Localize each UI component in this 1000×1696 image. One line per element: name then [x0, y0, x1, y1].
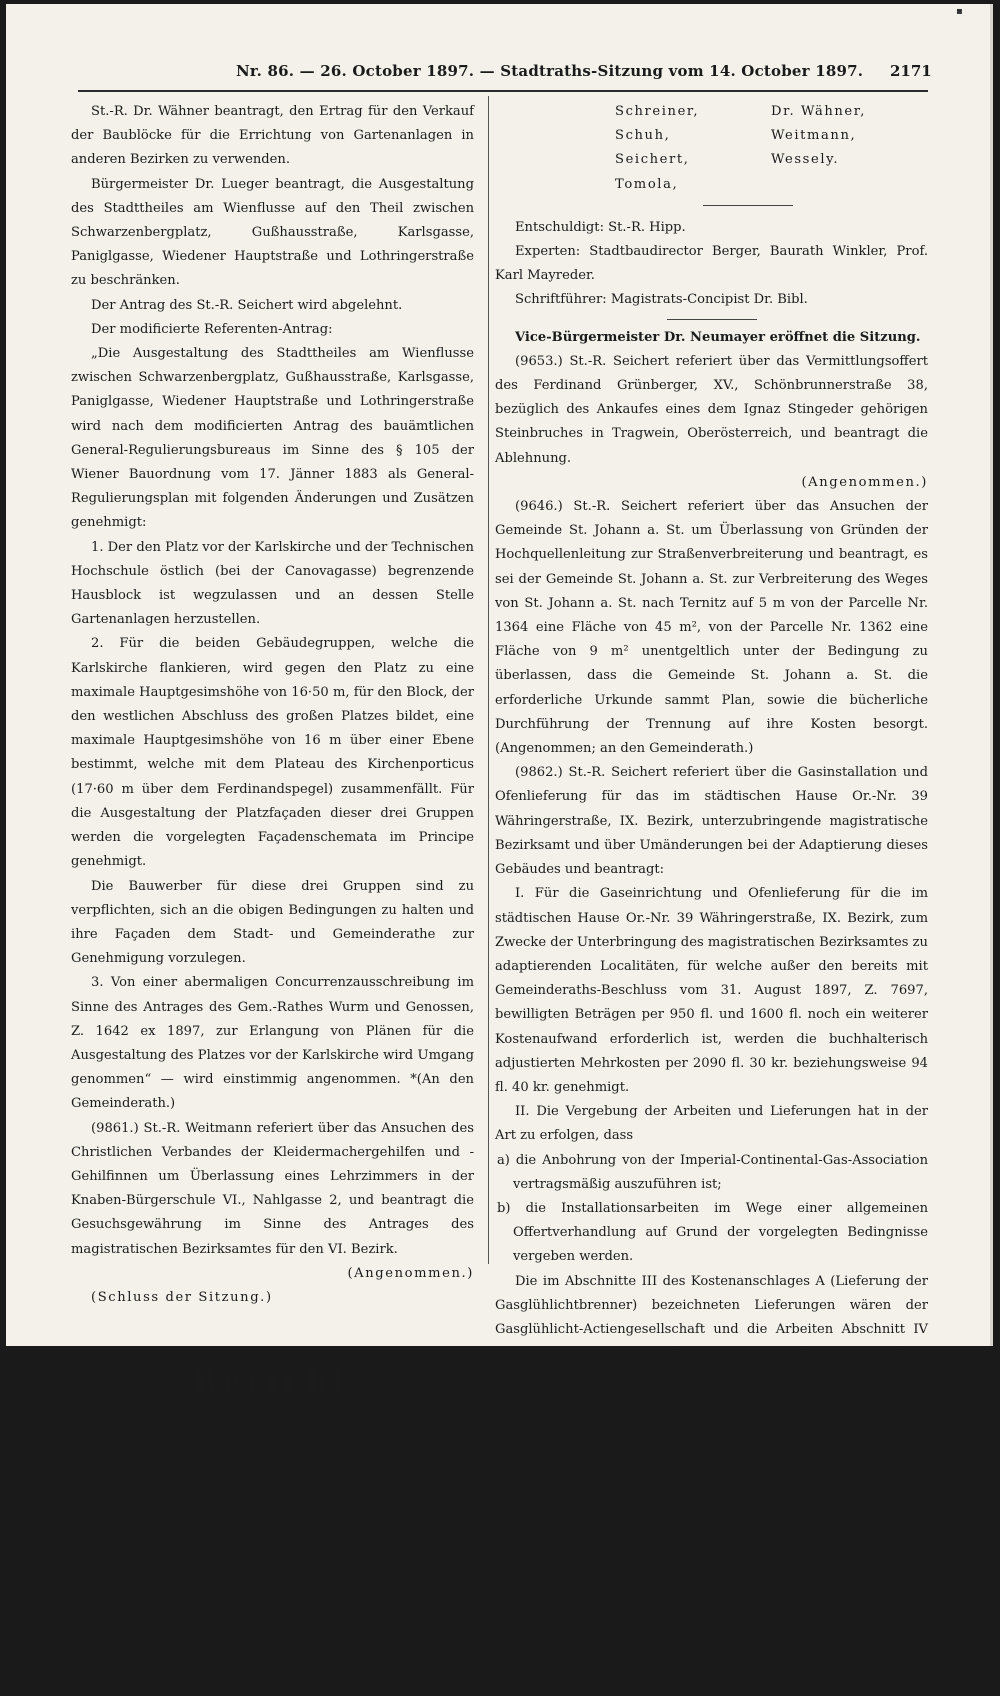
- paragraph: St.-R. Dr. Wähner beantragt, den Ertrag für den Verkauf der Baublöcke für die Errichtung von Gartenanlagen in anderen Bezirken zu verwenden.: [71, 104, 474, 168]
- present-name: Purscht,: [313, 1603, 382, 1619]
- left-column: [63, 100, 474, 1696]
- presiding-label: Vorsitzende:: [71, 1434, 154, 1450]
- agenda-subitem: I. Für die Gaseinrichtung und Ofenlieferung für die im städtischen Hause Or.-Nr. 39 Währingerstraße, IX. Bezirk, zum Zwecke der Unterbringung des magistratischen Bezirksamtes zu adaptierenden Localitäten, für welche außer den bereits mit Gemeinderaths-Beschluss vom 31. August 1897, Z. 7697, bewilligten Beträgen per 950 fl. und 1600 fl. noch ein weiterer Kostenaufwand erforderlich ist, werden die buchhalterisch adjustierten Mehrkosten per 2090 fl. 30 kr. beziehungsweise 94 fl. 40 kr. genehmigt.: [495, 886, 928, 1095]
- page-number: 2171: [890, 62, 932, 80]
- agenda-subitem: II. Die Vergebung der Arbeiten und Lieferungen hat in der Art zu erfolgen, dass: [495, 1104, 928, 1144]
- paragraph: Bürgermeister Dr. Lueger beantragt, die Ausgestaltung des Stadttheiles am Wienflusse auf den Theil zwischen Schwarzenbergplatz, Gußhausstraße, Karlsgasse, Paniglgasse, Wiedener Hauptstraße und Lothringerstraße zu beschränken.: [71, 176, 474, 289]
- presiding-block: [71, 1430, 474, 1503]
- present-name: Schuh,: [615, 128, 671, 144]
- header-rule: [78, 90, 928, 92]
- status-note: (Angenommen.): [801, 474, 928, 490]
- present-name: Büsch,: [153, 1530, 208, 1546]
- present-name: Rißaweg,: [313, 1676, 388, 1692]
- present-block: [71, 1503, 474, 1696]
- present-name: Dr. Krenn,: [313, 1530, 398, 1546]
- present-name: Rauer,: [313, 1627, 366, 1643]
- agenda-subitem: a) die Anbohrung von der Imperial-Continental-Gas-Association vertragsmäßig auszuführen ist;: [497, 1152, 928, 1192]
- present-label: Anwesende:: [71, 1506, 152, 1522]
- paragraph: 3. Von einer abermaligen Concurrenzausschreibung im Sinne des Antrages des Gem.-Rathes Wurm und Genossen, Z. 1642 ex 1897, zur Erlangung von Plänen für die Ausgestaltung des Platzes vor der Karlskirche wird Umgang genommen“ — wird einstimmig angenommen. *(An den Gemeinderath.): [71, 975, 474, 1112]
- agenda-item: (9653.) St.-R. Seichert referiert über das Vermittlungsoffert des Ferdinand Grünberger, XV., Schönbrunnerstraße 38, bezüglich des Ankaufes eines dem Ignaz Stingeder gehörigen Steinbruches in Tragwein, Oberösterreich, und beantragt die Ablehnung.: [495, 353, 928, 466]
- present-name: Hörmann,: [153, 1676, 233, 1692]
- excused-line: Entschuldigt: St.-R. Hipp.: [515, 219, 686, 235]
- paragraph: Der modificierte Referenten-Antrag:: [91, 321, 333, 337]
- presiding-name: Vice-Bürgermeister Josef Strobach.: [153, 1458, 389, 1474]
- newspaper-page: [6, 4, 993, 1692]
- header-title: Nr. 86. — 26. October 1897. — Stadtraths-Sitzung vom 14. October 1897.: [236, 62, 864, 80]
- status-note: (Angenommen.): [347, 1265, 474, 1281]
- present-name: Weitmann,: [771, 128, 857, 144]
- column-divider: [488, 96, 489, 1264]
- paragraph: Die Erhaltung der Auer-Brenner hätte in eigener Regie zu erfolgen.: [495, 1394, 928, 1434]
- corner-mark: ▪: [956, 6, 963, 17]
- present-name: Braun,: [153, 1506, 208, 1522]
- closing-note: (Schluss der Sitzung.): [91, 1289, 273, 1305]
- agenda-item: (9646.) St.-R. Seichert referiert über das Ansuchen der Gemeinde St. Johann a. St. um Überlassung von Gründen der Hochquellenleitung zur Straßenverbreiterung und beantragt, es sei der Gemeinde St. Johann a. St. zur Verbreiterung des Weges von St. Johann a. St. nach Ternitz auf 5 m von der Parcelle Nr. 1364 eine Fläche von 45 m², von der Parcelle Nr. 1362 eine Fläche von 9 m² unentgeltlich unter der Bedingung zu überlassen, dass die Gemeinde St. Johann a. St. die erforderliche Urkunde sammt Plan, sowie die bücherliche Durchführung der Trennung auf ihre Kosten besorgt. (Angenommen; an den Gemeinderath.): [495, 499, 928, 757]
- present-name: Wessely.: [771, 152, 840, 168]
- experts-line: Experten: Stadtbaudirector Berger, Baurath Winkler, Prof. Karl Mayreder.: [495, 244, 928, 284]
- opening-line: Vice-Bürgermeister Dr. Neumayer eröffnet die Sitzung.: [515, 329, 921, 345]
- present-name: Dr. Wähner,: [771, 104, 866, 119]
- present-name: Tomola,: [615, 176, 679, 192]
- paragraph: Der Antrag des St.-R. Seichert wird abgelehnt.: [91, 297, 403, 313]
- secretary-line: Schriftführer: Magistrats-Concipist Dr. Bibl.: [515, 292, 808, 308]
- paragraph: 1. Der den Platz vor der Karlskirche und der Technischen Hochschule östlich (bei der Canovagasse) begrenzende Hausblock ist wegzulassen und an dessen Stelle Gartenanlagen herzustellen.: [71, 539, 474, 628]
- paragraph: (9861.) St.-R. Weitmann referiert über das Ansuchen des Christlichen Verbandes der Kleidermachergehilfen und -Gehilfinnen um Überlassung eines Lehrzimmers in der Knaben-Bürgerschule VI., Nahlgasse 2, und beantragt die Gesuchsgewährung im Sinne des Antrages des magistratischen Bezirksamtes für den VI. Bezirk.: [71, 1120, 474, 1257]
- present-name: Hraba,: [313, 1506, 369, 1522]
- separator-rule: [667, 319, 757, 320]
- present-name: Dr. Deutschmann,: [153, 1555, 298, 1571]
- present-continued: [615, 100, 915, 197]
- present-name: Müller Lorenz,: [313, 1579, 434, 1595]
- paragraph: Die Lieferung der für die Beheizung der Amtslocalitäten und Wohnungen außer den vorhandenen brauchbaren Öfen noch erforderlichen Regulier-Füllöfen nach dem Kostenanschlage B mit der Summe von 1694 fl. 40 kr. wäre durch eine allgemeine Offertverhandlung sicherzustellen, zu welchem Zwecke die Bedingnisse hiefür angeschlossen werden.: [495, 1442, 928, 1579]
- presiding-name: Bürgermeister Dr. Karl Lueger.: [153, 1434, 361, 1450]
- present-name: Gräf,: [153, 1603, 195, 1619]
- separator-rule: [703, 205, 793, 206]
- presiding-name: Vice-Bürgermeister Dr. Josef Neumayer.: [153, 1482, 420, 1498]
- present-name: Schreiner,: [615, 104, 700, 119]
- present-name: Grünbeck Sebastian,: [153, 1627, 239, 1667]
- paragraph: Die Bauwerber für diese drei Gruppen sind zu verpflichten, sich an die obigen Bedingungen zu halten und ihre Façaden dem Stadt- und Gemeinderathe zur Genehmigung vorzulegen.: [71, 878, 474, 967]
- page-header: [6, 62, 990, 86]
- paragraph: 2. Für die beiden Gebäudegruppen, welche die Karlskirche flankieren, wird gegen den Platz zu eine maximale Hauptgesimshöhe von 16·50 m, für den Block, der den westlichen Abschluss des großen Platzes bildet, eine maximale Hauptgesimshöhe von 16 m über einer Ebene bestimmt, welche mit dem Plateau des Kirchenporticus (17·60 m über dem Ferdinandspegel) zusammenfällt. Für die Ausgestaltung der Platzfaçaden dieser drei Gruppen werden die vorgelegten Façadenschemata im Principe genehmigt.: [71, 636, 474, 870]
- agenda-subitem: b) die Installationsarbeiten im Wege einer allgemeinen Offertverhandlung auf Grund der vorgelegten Bedingnisse vergeben werden.: [497, 1200, 928, 1265]
- paragraph: Die im Abschnitte III des Kostenanschlages A (Lieferung der Gasglühlichtbrenner) bezeichneten Lieferungen wären der Gasglühlicht-Actiengesellschaft und die Arbeiten Abschnitt IV (Baumeisterarbeit) dem Ersteher der Baumeisterarbeiten zu übertragen.: [495, 1273, 928, 1386]
- paragraph: „Die Ausgestaltung des Stadttheiles am Wienflusse zwischen Schwarzenbergplatz, Gußhausstraße, Karlsgasse, Paniglgasse, Wiedener Hauptstraße und Lothringerstraße wird nach dem modificierten Antrag des bauämtlichen General-Regulierungsbureaus im Sinne des § 105 der Wiener Bauordnung vom 17. Jänner 1883 als General-Regulierungsplan mit folgenden Änderungen und Zusätzen genehmigt:: [71, 346, 474, 531]
- present-name: Seichert,: [615, 152, 690, 168]
- report-title: Bericht: [192, 1365, 353, 1399]
- right-column: [495, 100, 928, 1584]
- agenda-item: (9862.) St.-R. Seichert referiert über die Gasinstallation und Ofenlieferung für das im städtischen Hause Or.-Nr. 39 Währingerstraße, IX. Bezirk, unterzubringende magistratische Bezirksamt und über Umänderungen bei der Adaptierung dieses Gebäudes und beantragt:: [495, 765, 928, 878]
- present-name: Fiedler,: [153, 1579, 217, 1595]
- report-subtitle: über die Stadtraths-Sitzung vom 14. October 1897.: [63, 1408, 428, 1425]
- present-name: Dr. Mayreder,: [313, 1555, 426, 1571]
